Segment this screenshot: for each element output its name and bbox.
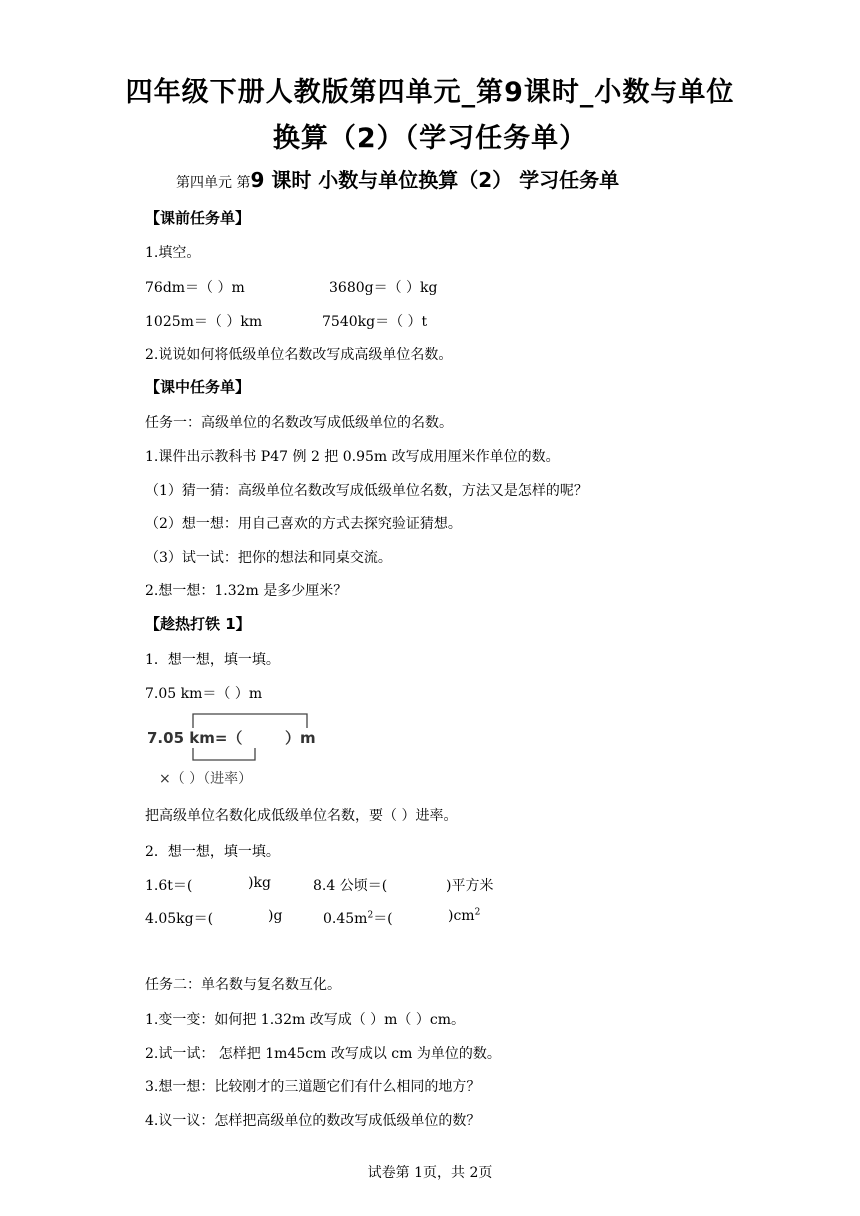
task1-sub1: （1）猜一猜：高级单位名数改写成低级单位名数，方法又是怎样的呢？: [145, 483, 588, 499]
fill-blank-item: 1025m＝（ ）km: [145, 314, 263, 330]
practice-q1: 1．想一想，填一填。: [145, 652, 280, 668]
task2-item4: 4.议一议：怎样把高级单位的数改写成低级单位的数？: [145, 1113, 481, 1129]
area-unit: )cm: [448, 908, 475, 924]
pre-class-heading: 【课前任务单】: [145, 209, 251, 227]
diagram-multiplier: ×（ ）（进率）: [159, 771, 253, 787]
task1-sub3: （3）试一试：把你的想法和同桌交流。: [145, 550, 392, 566]
fill-blank-item: )平方米: [446, 878, 494, 894]
bracket-top: [193, 714, 307, 728]
diagram-expr-right: ）m: [285, 729, 316, 747]
page-footer: 试卷第 1页，共 2页: [367, 1165, 493, 1181]
fill-blank-item: [448, 908, 480, 924]
fill-blank-item: 1.6t＝(: [145, 878, 193, 894]
equals-open: ＝(: [373, 911, 393, 927]
task2-title: 任务二：单名数与复名数互化。: [145, 977, 341, 993]
fill-blank-item: )g: [268, 908, 283, 924]
fill-blank-item: 7540kg＝（ ）t: [322, 314, 428, 330]
practice-q2: 2．想一想，填一填。: [145, 844, 280, 860]
task1-sub2: （2）想一想：用自己喜欢的方式去探究验证猜想。: [145, 516, 462, 532]
fill-blank-item: 3680g＝（ ）kg: [329, 280, 438, 296]
pre-class-q2: 2.说说如何将低级单位名数改写成高级单位名数。: [145, 347, 453, 363]
area-value: 0.45m: [323, 911, 368, 927]
in-class-heading: 【课中任务单】: [145, 378, 251, 396]
bracket-bottom: [193, 748, 255, 760]
document-title-line2: 换算（2）（学习任务单）: [272, 123, 588, 154]
fill-blank-item: [323, 908, 393, 928]
conversion-diagram: [145, 710, 345, 790]
fill-blank-item: 76dm＝（ ）m: [145, 280, 245, 296]
fill-blank-item: 8.4 公顷＝(: [313, 878, 388, 894]
worksheet-subtitle: [176, 164, 619, 193]
practice-heading: 【趁热打铁 1】: [145, 615, 251, 633]
task1-item2: 2.想一想：1.32m 是多少厘米？: [145, 583, 348, 599]
pre-class-q1: 1.填空。: [145, 245, 201, 261]
practice-rule: 把高级单位名数化成低级单位名数，要（ ）进率。: [145, 808, 458, 824]
task2-item3: 3.想一想：比较刚才的三道题它们有什么相同的地方？: [145, 1079, 481, 1095]
practice-q1-line: 7.05 km＝（ ）m: [145, 686, 263, 702]
exponent: 2: [474, 907, 481, 918]
diagram-expr-left: 7.05 km=（: [147, 729, 243, 747]
subtitle-lesson: 9 课时 小数与单位换算（2） 学习任务单: [250, 168, 620, 192]
task1-title: 任务一：高级单位的名数改写成低级单位的名数。: [145, 415, 453, 431]
task2-item1: 1.变一变：如何把 1.32m 改写成（ ）m（ ）cm。: [145, 1012, 465, 1028]
fill-blank-item: )kg: [248, 875, 271, 891]
task2-item2: 2.试一试： 怎样把 1m45cm 改写成以 cm 为单位的数。: [145, 1046, 501, 1062]
task1-item1: 1.课件出示教科书 P47 例 2 把 0.95m 改写成用厘米作单位的数。: [145, 449, 560, 465]
exponent: 2: [367, 910, 374, 921]
fill-blank-item: 4.05kg＝(: [145, 911, 214, 927]
document-title-line1: 四年级下册人教版第四单元_第9课时_小数与单位: [125, 77, 735, 108]
subtitle-unit: 第四单元 第: [176, 175, 251, 191]
